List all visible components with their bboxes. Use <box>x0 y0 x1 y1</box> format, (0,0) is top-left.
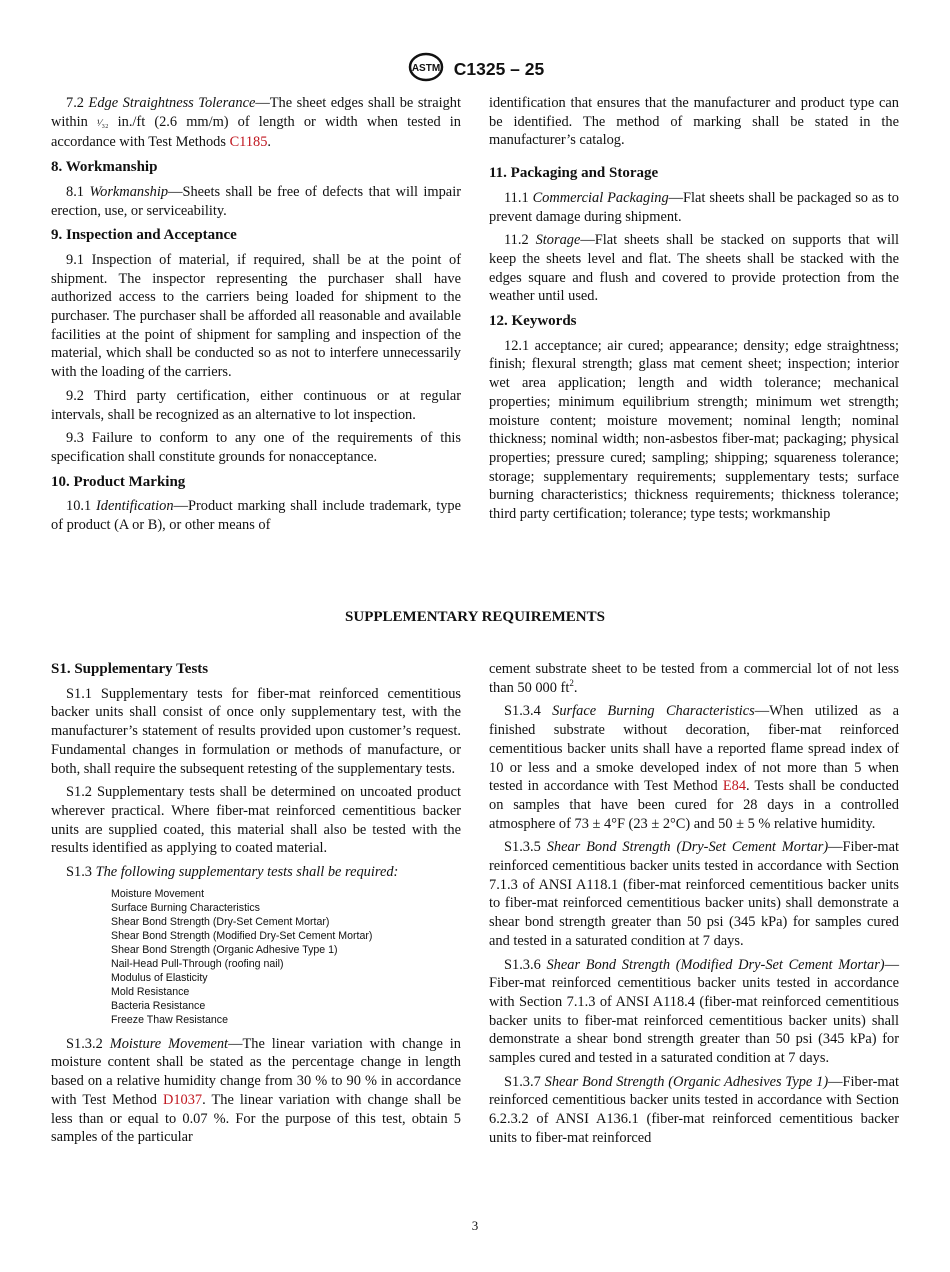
list-item: Shear Bond Strength (Dry-Set Cement Mortar) <box>111 915 330 928</box>
para-s1-1: S1.1 Supplementary tests for fiber-mat reinforced cementitious backer units shall consist of once only supplementary test, with the manufacturer’s statement of results provided upon customer’s request. Fundamental changes in formulation or methods of manufacture, or both, shall require the subsequent retesting of the supplementary tests. <box>51 685 461 777</box>
heading-9: 9. Inspection and Acceptance <box>51 227 237 244</box>
list-item: Shear Bond Strength (Organic Adhesive Type 1) <box>111 943 338 956</box>
para-11-2: 11.2 Storage—Flat sheets shall be stacked on supports that will keep the sheets level and flat. The sheets shall be stacked with the edges square and flush and covered to provide protection from the weather until used. <box>489 232 899 305</box>
heading-s1: S1. Supplementary Tests <box>51 661 209 677</box>
astm-logo <box>406 52 446 87</box>
para-7-2: 7.2 Edge Straightness Tolerance—The sheet edges shall be straight within ¹⁄₃₂ in./ft (2.6 mm/m) of length or width when tested in accordance with Test Methods C1185. <box>51 95 461 151</box>
list-item: Freeze Thaw Resistance <box>111 1013 228 1026</box>
list-item: Modulus of Elasticity <box>111 971 208 984</box>
designation: C1325 – 25 <box>453 59 545 79</box>
para-s1-3-7: S1.3.7 Shear Bond Strength (Organic Adhesives Type 1)—Fiber-mat reinforced cementitious backer units tested in accordance with Section 6.2.3.2 of ANSI A136.1 (fiber-mat reinforced cementitious backer units to fiber-mat reinforced <box>489 1073 899 1146</box>
supplementary-requirements-title: SUPPLEMENTARY REQUIREMENTS <box>345 609 605 625</box>
link-d1037[interactable]: D1037 <box>162 1091 203 1108</box>
supplementary-test-list <box>111 887 461 1027</box>
list-item: Mold Resistance <box>111 985 190 998</box>
bottom-right-column <box>489 660 899 1153</box>
para-8-1: 8.1 Workmanship—Sheets shall be free of defects that will impair erection, use, or serviceability. <box>51 183 461 219</box>
link-c1185[interactable]: C1185 <box>229 134 268 151</box>
para-10-1: 10.1 Identification—Product marking shall include trademark, type of product (A or B), or other means of <box>51 498 461 534</box>
para-12-1: 12.1 acceptance; air cured; appearance; density; edge straightness; finish; flexural strength; glass mat cement sheet; inspection; interior wet area application; length and width tolerance; mechanical properties; minimum equilibrium strength; minimum wet strength; moisture content; moisture movement; nominal length; nominal thickness; nominal width; non-asbestos fiber-mat; packaging; physical properties; pressure cured; sampling; shipping; squareness tolerance; storage; supplementary requirements; supplementary tests; surface burning characteristics; thickness requirements; thickness tolerance; third party certification; tolerance; type tests; workmanship <box>489 337 899 523</box>
list-item: Moisture Movement <box>111 887 205 900</box>
para-9-1: 9.1 Inspection of material, if required, shall be at the point of shipment. The inspector representing the purchaser shall have authorized access to the carriers being loaded for shipment to the purchaser. The purchaser shall be afforded all reasonable and available facilities at the point of shipment for sampling and inspection of the material, which shall be conducted so as not to interfere unnecessarily with the loading of the carriers. <box>51 251 461 381</box>
para-s1-3-6: S1.3.6 Shear Bond Strength (Modified Dry-Set Cement Mortar)—Fiber-mat reinforced cementitious backer units tested in accordance with Section 7.1.3 of ANSI A118.4 (fiber-mat reinforced cementitious backer units to fiber-mat reinforced cementitious backer units) shall demonstrate a shear bond strength greater than 50 psi (345 kPa) for samples cured and tested in a saturated condition at 7 days. <box>489 956 899 1067</box>
list-item: Surface Burning Characteristics <box>111 901 260 914</box>
para-9-2: 9.2 Third party certification, either continuous or at regular intervals, shall be recognized as an alternative to lot inspection. <box>51 387 461 423</box>
top-left-column <box>51 94 461 540</box>
heading-8: 8. Workmanship <box>51 159 158 176</box>
list-item: Bacteria Resistance <box>111 999 206 1012</box>
para-s1-3-5: S1.3.5 Shear Bond Strength (Dry-Set Cement Mortar)—Fiber-mat reinforced cementitious backer units tested in accordance with Section 7.1.3 of ANSI A118.1 (fiber-mat reinforced cementitious backer units to fiber-mat reinforced cementitious backer units) shall demonstrate a shear bond strength greater than 50 psi (345 kPa) for samples cured and tested in a saturated condition at 7 days. <box>489 839 899 949</box>
heading-11: 11. Packaging and Storage <box>489 165 659 182</box>
list-item: Shear Bond Strength (Modified Dry-Set Cement Mortar) <box>111 929 373 942</box>
para-11-1: 11.1 Commercial Packaging—Flat sheets shall be packaged so as to prevent damage during shipment. <box>489 189 900 225</box>
para-s1-2: S1.2 Supplementary tests shall be determined on uncoated product wherever practical. Where fiber-mat reinforced cementitious backer units are supplied coated, this material shall also be tested with the results identified as applying to coated material. <box>51 784 461 857</box>
para-s1-3-2: S1.3.2 Moisture Movement—The linear variation with change in moisture content shall be stated as the percentage change in length based on a relative humidity change from 30 % to 90 % in accordance with Test Method D1037. The linear variation with change shall be less than or equal to 0.07 %. For the purpose of this test, obtain 5 samples of the particular <box>51 1035 461 1146</box>
svg-text:ASTM: ASTM <box>411 63 440 74</box>
bottom-left-column <box>51 660 461 1152</box>
page-header <box>0 52 950 87</box>
list-item: Nail-Head Pull-Through (roofing nail) <box>111 957 284 970</box>
page-number: 3 <box>471 1218 479 1233</box>
heading-10: 10. Product Marking <box>51 473 186 490</box>
para-s1-3: S1.3 The following supplementary tests shall be required: <box>66 864 399 881</box>
heading-12: 12. Keywords <box>489 313 577 330</box>
top-right-column <box>489 94 899 529</box>
para-s1-3-2-cont: cement substrate sheet to be tested from a commercial lot of not less than 50 000 $ft^2$. <box>489 661 899 696</box>
para-9-3: 9.3 Failure to conform to any one of the requirements of this specification shall constitute grounds for nonacceptance. <box>51 430 461 465</box>
para-s1-3-4: S1.3.4 Surface Burning Characteristics—When utilized as a finished substrate without decoration, fiber-mat reinforced cementitious backer units shall have a reported flame spread index of 10 or less and a smoke developed index of not more than 5 when tested in accordance with Test Method E84. Tests shall be conducted on samples that have been cured for 28 days in a controlled atmosphere of 73 ± 4°F (23 ± 2°C) and 50 ± 5 % relative humidity. <box>489 703 899 832</box>
para-10-1-cont: identification that ensures that the manufacturer and product type can be identified. The method of marking shall be stated in the manufacturer’s catalog. <box>489 95 899 149</box>
link-e84[interactable]: E84 <box>722 778 747 795</box>
